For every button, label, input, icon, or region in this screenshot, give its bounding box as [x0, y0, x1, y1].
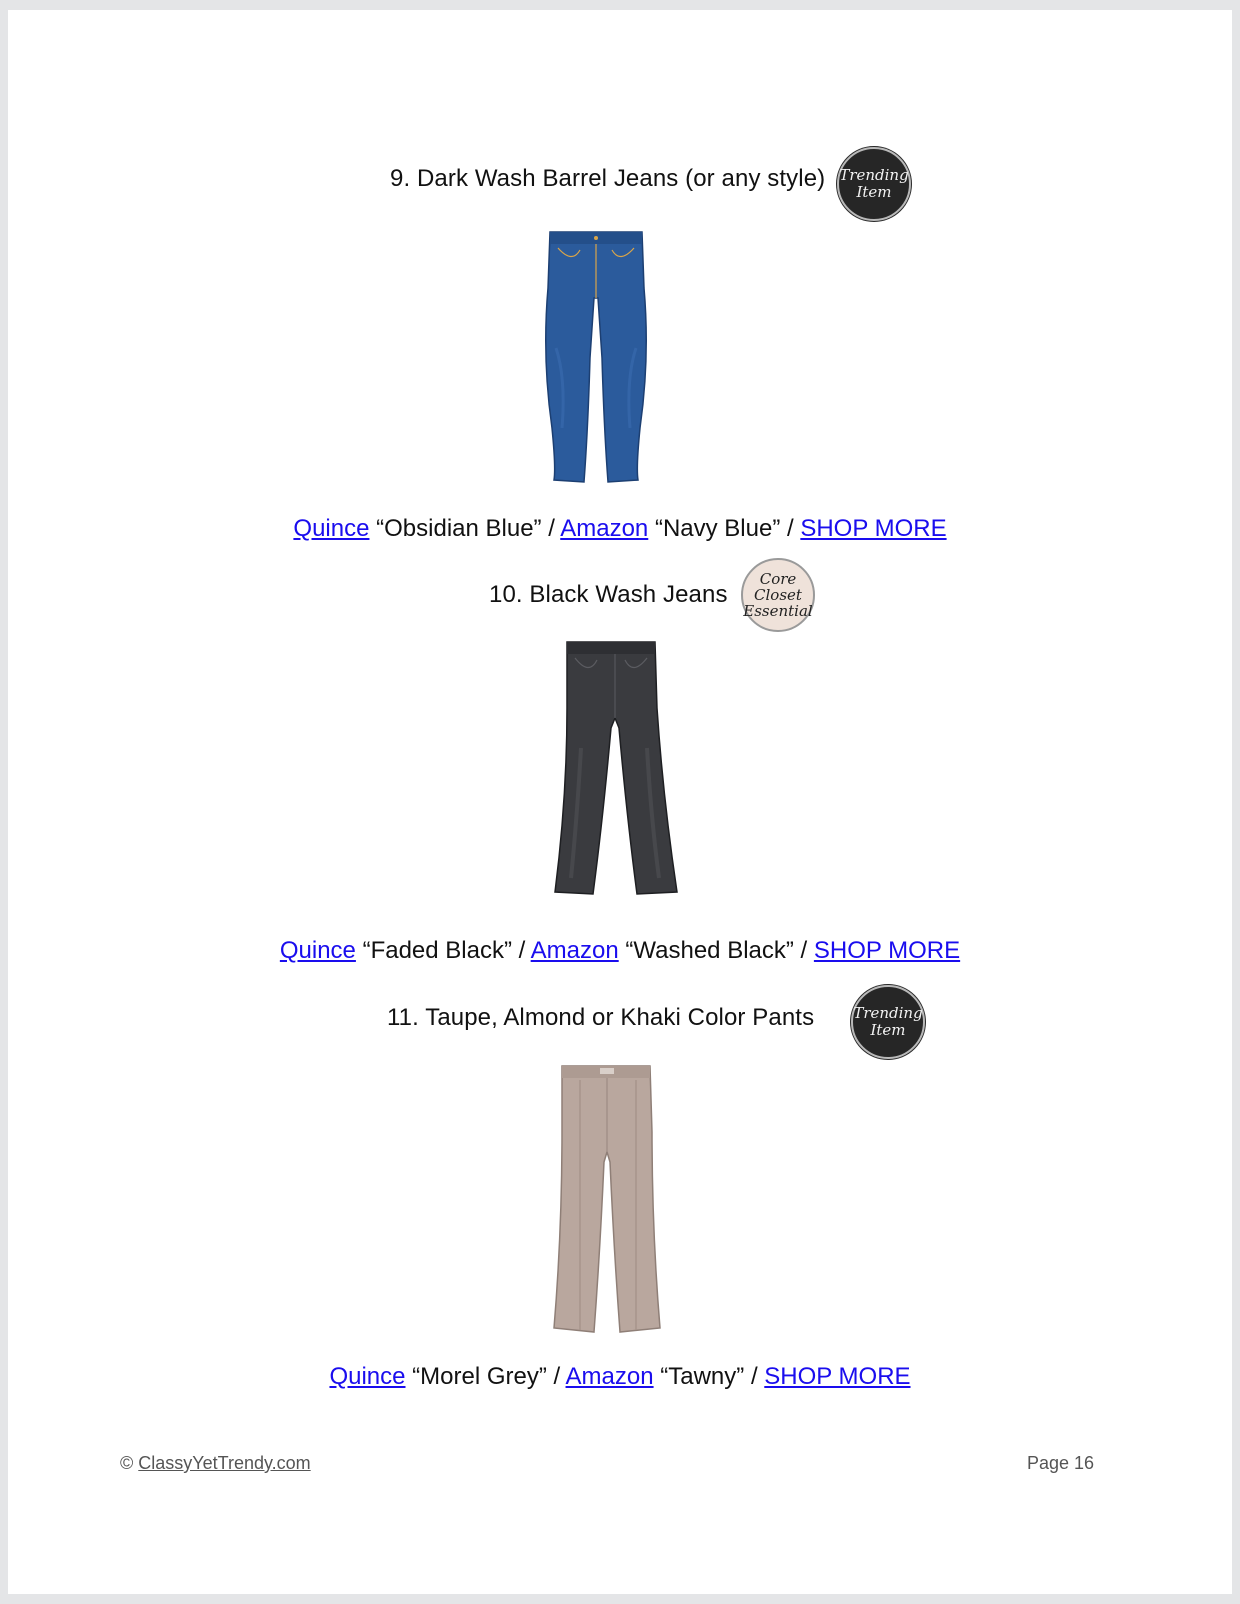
amazon-link[interactable]: Amazon	[530, 937, 619, 964]
color-name: “Faded Black”	[362, 937, 512, 964]
color-name: “Navy Blue”	[654, 515, 781, 542]
item-title: 10. Black Wash Jeans	[489, 581, 728, 608]
core-closet-essential-badge	[741, 558, 815, 632]
separator: /	[553, 1363, 561, 1390]
taupe-pants-image	[546, 1062, 668, 1336]
badge-line: Essential	[743, 602, 813, 620]
barrel-jeans-image	[536, 228, 656, 490]
quince-link[interactable]: Quince	[293, 515, 370, 542]
black-jeans-image	[551, 638, 683, 898]
color-name: “Tawny”	[660, 1363, 745, 1390]
badge-line: Trending	[839, 166, 909, 184]
separator: /	[787, 515, 794, 542]
quince-link[interactable]: Quince	[279, 937, 356, 964]
trending-item-badge	[837, 147, 911, 221]
separator: /	[750, 1363, 758, 1390]
amazon-link[interactable]: Amazon	[565, 1363, 654, 1390]
badge-line: Core	[759, 570, 797, 588]
badge-line: Item	[856, 183, 892, 201]
item-title: 11. Taupe, Almond or Khaki Color Pants	[387, 1004, 815, 1031]
color-name: “Morel Grey”	[412, 1363, 547, 1390]
color-name: “Obsidian Blue”	[376, 515, 542, 542]
separator: /	[548, 515, 555, 542]
quince-link[interactable]: Quince	[329, 1363, 406, 1390]
shop-more-link[interactable]: SHOP MORE	[813, 937, 961, 964]
separator: /	[518, 937, 526, 964]
amazon-link[interactable]: Amazon	[560, 515, 649, 542]
badge-line: Item	[870, 1021, 906, 1039]
color-name: “Washed Black”	[625, 937, 794, 964]
shop-links-row	[8, 515, 1232, 543]
shop-more-link[interactable]: SHOP MORE	[764, 1363, 911, 1390]
trending-item-badge	[851, 985, 925, 1059]
copyright-symbol: ©	[120, 1453, 134, 1473]
shop-links-row	[8, 937, 1232, 965]
badge-line: Closet	[754, 586, 802, 604]
site-link[interactable]: ClassyYetTrendy.com	[138, 1453, 311, 1473]
separator: /	[800, 937, 808, 964]
footer-copyright	[120, 1453, 311, 1474]
badge-line: Trending	[853, 1004, 923, 1022]
shop-more-link[interactable]: SHOP MORE	[800, 515, 947, 542]
document-page	[8, 10, 1232, 1594]
item-title: 9. Dark Wash Barrel Jeans (or any style)	[390, 165, 826, 192]
page-number: Page 16	[1026, 1453, 1094, 1473]
shop-links-row	[8, 1363, 1232, 1391]
